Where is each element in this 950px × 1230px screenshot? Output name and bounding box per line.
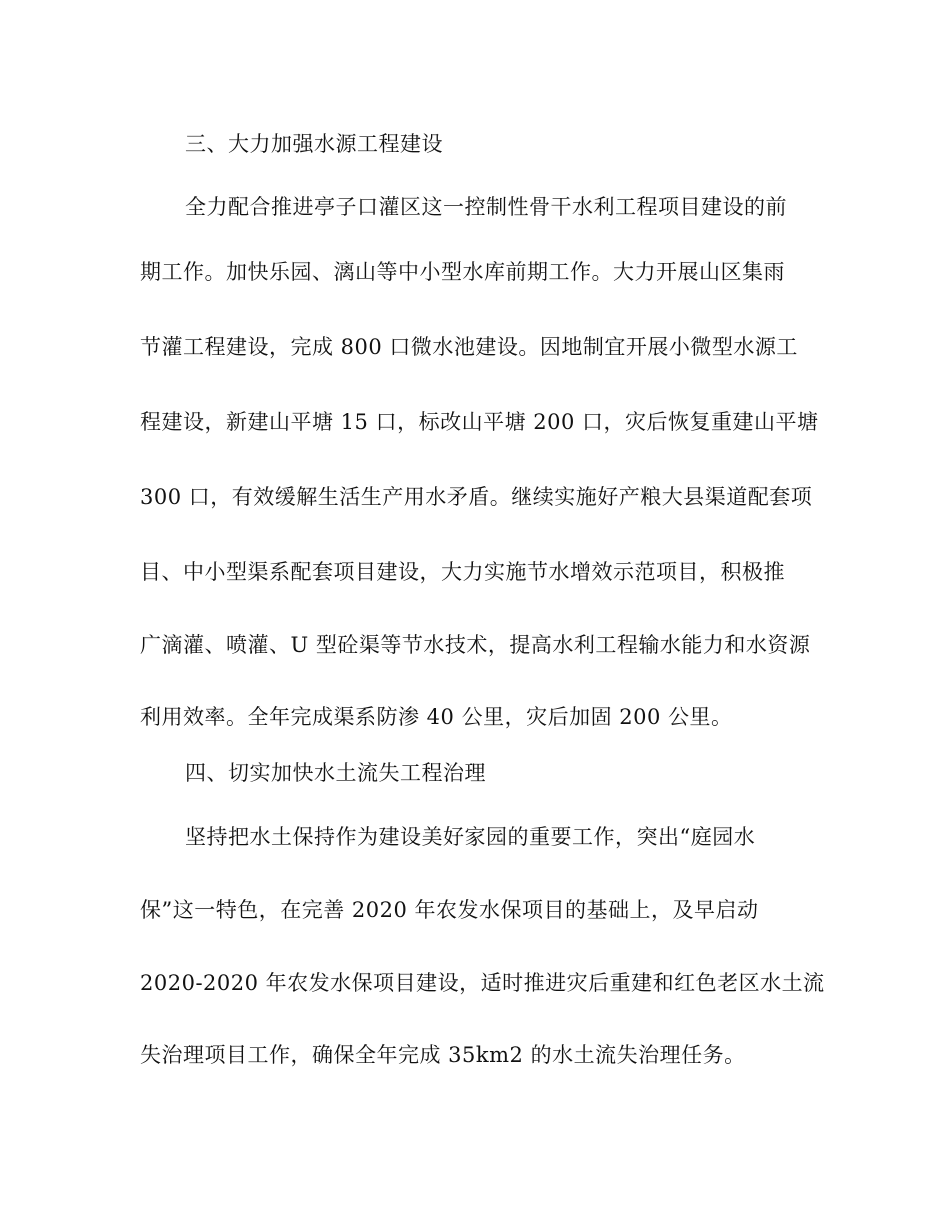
paragraph-line: 节灌工程建设，完成 800 口微水池建设。因地制宜开展小微型水源工 [140,335,798,359]
paragraph-line: 300 口，有效缓解生活生产用水矛盾。继续实施好产粮大县渠道配套项 [140,485,813,509]
paragraph-line: 广滴灌、喷灌、U 型砼渠等节水技术，提高水利工程输水能力和水资源 [140,633,811,657]
section-heading-3: 三、大力加强水源工程建设 [185,132,443,156]
paragraph-line: 利用效率。全年完成渠系防渗 40 公里，灾后加固 200 公里。 [140,705,733,729]
paragraph-line: 程建设，新建山平塘 15 口，标改山平塘 200 口，灾后恢复重建山平塘 [140,410,819,434]
paragraph-line: 保”这一特色，在完善 2020 年农发水保项目的基础上，及早启动 [140,898,759,922]
paragraph-line: 失治理项目工作，确保全年完成 35km2 的水土流失治理任务。 [140,1043,746,1067]
section-heading-4: 四、切实加快水土流失工程治理 [185,761,486,785]
paragraph-line: 目、中小型渠系配套项目建设，大力实施节水增效示范项目，积极推 [140,560,785,584]
paragraph-line: 全力配合推进亭子口灌区这一控制性骨干水利工程项目建设的前 [185,195,787,219]
paragraph-line: 坚持把水土保持作为建设美好家园的重要工作，突出“庭园水 [185,825,756,849]
paragraph-line: 2020-2020 年农发水保项目建设，适时推进灾后重建和红色老区水土流 [140,971,825,995]
paragraph-line: 期工作。加快乐园、漓山等中小型水库前期工作。大力开展山区集雨 [140,260,785,284]
